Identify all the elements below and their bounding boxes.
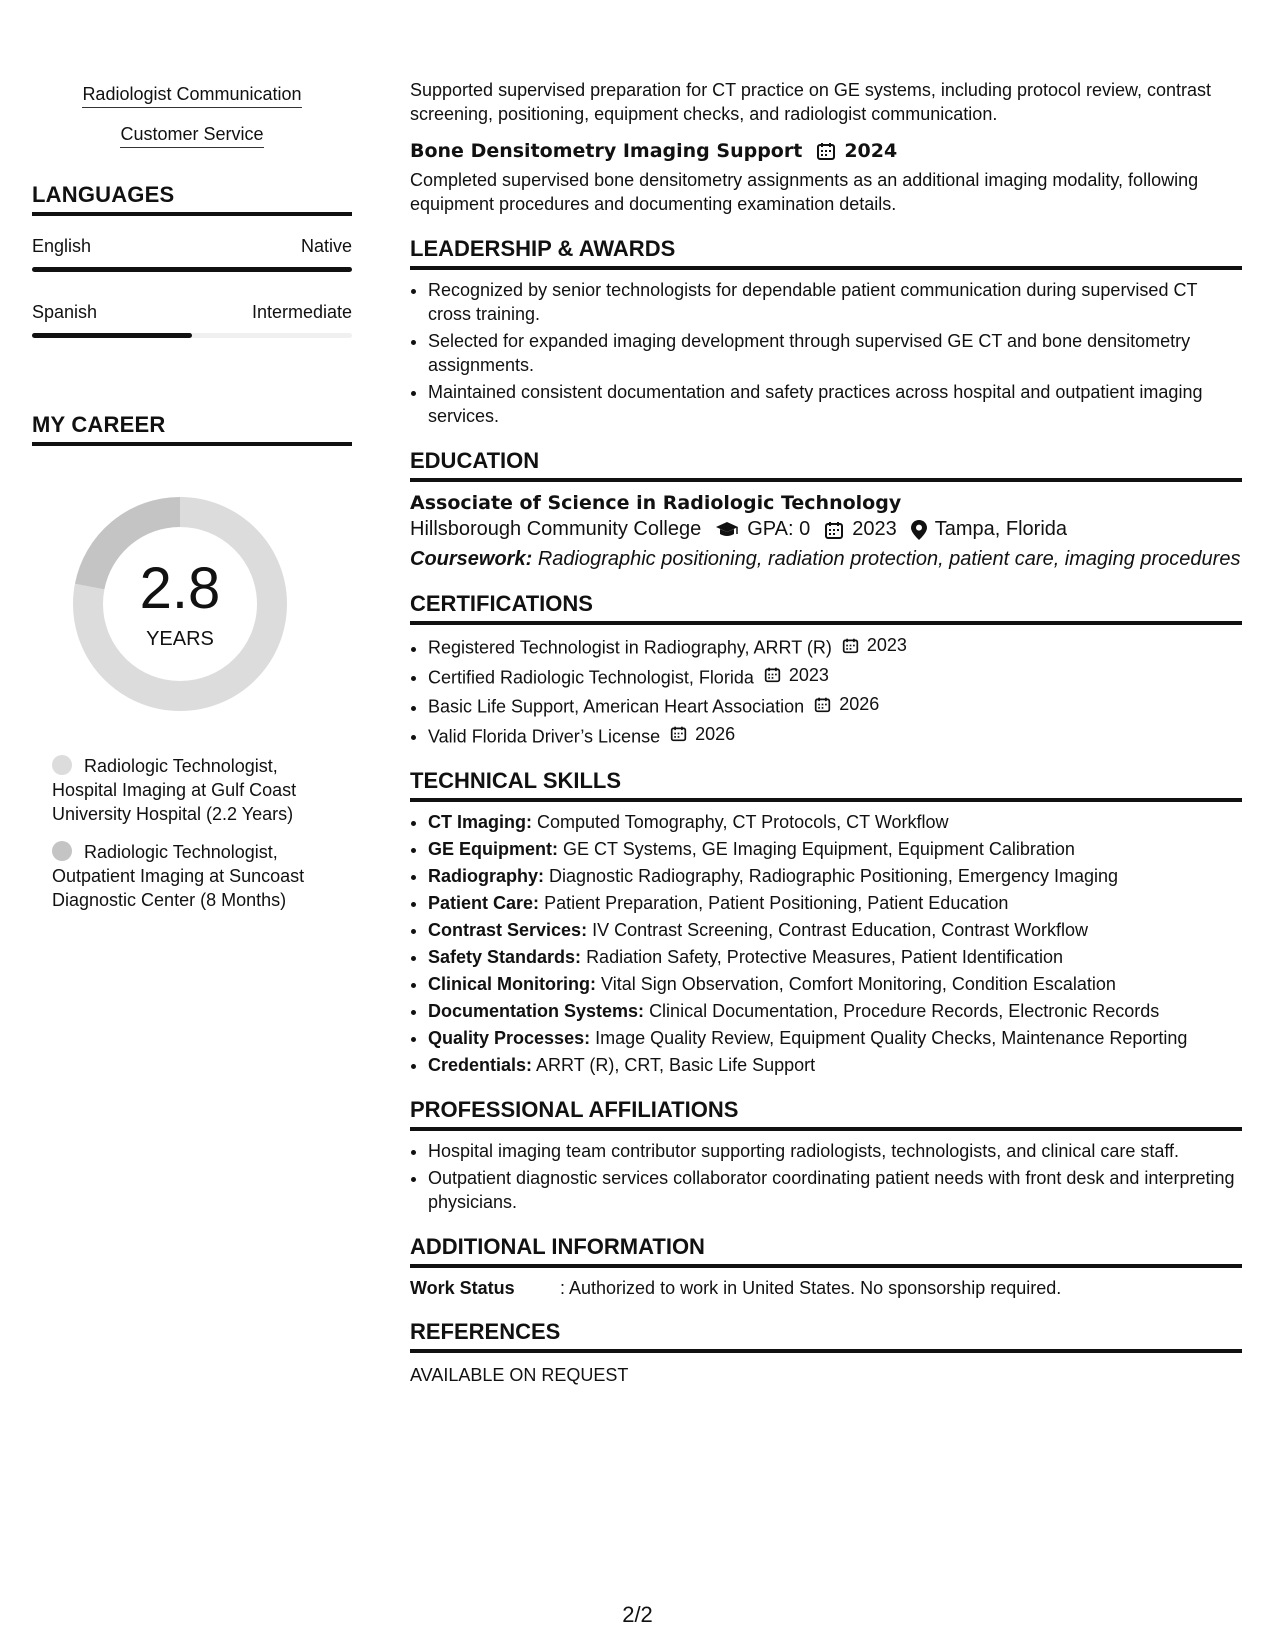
- list-item: • Recognized by senior technologists for dependable patient communication during supervised CT cross training.: [428, 278, 1242, 326]
- education-location: Tampa, Florida: [934, 518, 1068, 540]
- skill-item: • Credentials: ARRT (R), CRT, Basic Life Support: [428, 1053, 1242, 1077]
- skill-item: • CT Imaging: Computed Tomography, CT Protocols, CT Workflow: [428, 810, 1242, 834]
- skill-item: • Contrast Services: IV Contrast Screening, Contrast Education, Contrast Workflow: [428, 918, 1242, 942]
- certification-item: • Basic Life Support, American Heart Association 2026: [428, 692, 1242, 719]
- leadership-heading: LEADERSHIP & AWARDS: [410, 236, 1242, 270]
- technical-skills-heading: TECHNICAL SKILLS: [410, 768, 1242, 802]
- list-item: • Outpatient diagnostic services collaborator coordinating patient needs with front desk and interpreting physicians.: [428, 1166, 1242, 1214]
- project-year: 2024: [844, 140, 898, 162]
- education-details: [410, 518, 1242, 541]
- career-donut-chart: [66, 490, 294, 718]
- project-title: Bone Densitometry Imaging Support: [410, 140, 803, 162]
- work-status-label: Work Status: [410, 1278, 515, 1298]
- education-coursework: Coursework: Radiographic positioning, radiation protection, patient care, imaging procedures: [410, 548, 1241, 570]
- certification-item: • Certified Radiologic Technologist, Florida 2023: [428, 663, 1242, 690]
- certifications-heading: CERTIFICATIONS: [410, 591, 1242, 625]
- career-legend-item: Radiologic Technologist, Outpatient Imaging at Suncoast Diagnostic Center (8 Months): [52, 842, 305, 910]
- skill-tag: Radiologist Communication: [32, 84, 352, 108]
- calendar-icon: [814, 696, 831, 713]
- additional-info-heading: ADDITIONAL INFORMATION: [410, 1234, 1242, 1268]
- references-heading: REFERENCES: [410, 1319, 1242, 1353]
- calendar-icon: [824, 520, 844, 540]
- list-item: • Maintained consistent documentation and safety practices across hospital and outpatient imaging services.: [428, 380, 1242, 428]
- languages-heading: LANGUAGES: [32, 182, 352, 216]
- career-total-unit: YEARS: [146, 628, 214, 650]
- page-number: 2/2: [622, 1602, 653, 1627]
- skill-item: • Clinical Monitoring: Vital Sign Observation, Comfort Monitoring, Condition Escalation: [428, 972, 1242, 996]
- language-bar: [32, 333, 352, 338]
- language-bar-fill: [32, 267, 352, 272]
- graduation-cap-icon: [715, 521, 739, 539]
- skill-item: • Quality Processes: Image Quality Review, Equipment Quality Checks, Maintenance Reporting: [428, 1026, 1242, 1050]
- skill-item: • Documentation Systems: Clinical Documentation, Procedure Records, Electronic Records: [428, 999, 1242, 1023]
- references-text: AVAILABLE ON REQUEST: [410, 1365, 629, 1385]
- leadership-list: [410, 278, 1242, 428]
- career-legend-item: Radiologic Technologist, Hospital Imaging at Gulf Coast University Hospital (2.2 Years): [52, 756, 297, 824]
- calendar-icon: [764, 666, 781, 683]
- affiliations-list: [410, 1139, 1242, 1214]
- language-level: Intermediate: [251, 302, 352, 322]
- career-heading: MY CAREER: [32, 412, 352, 446]
- language-name: Spanish: [32, 302, 98, 322]
- calendar-icon: [816, 141, 836, 161]
- work-status-value: : Authorized to work in United States. No sponsorship required.: [560, 1278, 1062, 1298]
- legend-dot-icon: [52, 841, 72, 861]
- education-year: 2023: [852, 518, 897, 540]
- calendar-icon: [842, 637, 859, 654]
- skill-item: • Patient Care: Patient Preparation, Patient Positioning, Patient Education: [428, 891, 1242, 915]
- skill-item: • Radiography: Diagnostic Radiography, Radiographic Positioning, Emergency Imaging: [428, 864, 1242, 888]
- career-total-value: 2.8: [139, 556, 221, 621]
- legend-dot-icon: [52, 755, 72, 775]
- education-degree: Associate of Science in Radiologic Technology: [410, 492, 902, 514]
- certifications-list: [410, 633, 1242, 748]
- left-column: [32, 84, 352, 926]
- project-description: Completed supervised bone densitometry assignments as an additional imaging modality, following equipment procedures and documenting examination details.: [410, 170, 1199, 214]
- language-row: [32, 236, 352, 257]
- language-name: English: [32, 236, 92, 256]
- work-status-row: [410, 1278, 1242, 1299]
- skill-item: • GE Equipment: GE CT Systems, GE Imaging Equipment, Equipment Calibration: [428, 837, 1242, 861]
- affiliations-heading: PROFESSIONAL AFFILIATIONS: [410, 1097, 1242, 1131]
- calendar-icon: [670, 725, 687, 742]
- technical-skills-list: [410, 810, 1242, 1077]
- career-legend: [52, 754, 332, 912]
- experience-description: Supported supervised preparation for CT practice on GE systems, including protocol review, contrast screening, positioning, equipment checks, and radiologist communication.: [410, 80, 1212, 124]
- project-title-row: [410, 140, 1242, 162]
- education-heading: EDUCATION: [410, 448, 1242, 482]
- education-school: Hillsborough Community College: [410, 518, 702, 540]
- list-item: • Selected for expanded imaging development through supervised GE CT and bone densitometry assignments.: [428, 329, 1242, 377]
- language-bar-fill: [32, 333, 192, 338]
- language-row: [32, 302, 352, 323]
- location-pin-icon: [911, 520, 927, 540]
- list-item: • Hospital imaging team contributor supporting radiologists, technologists, and clinical care staff.: [428, 1139, 1242, 1163]
- languages-list: [32, 236, 352, 338]
- skill-item: • Safety Standards: Radiation Safety, Protective Measures, Patient Identification: [428, 945, 1242, 969]
- language-level: Native: [300, 236, 352, 256]
- certification-item: • Registered Technologist in Radiography, ARRT (R) 2023: [428, 633, 1242, 660]
- certification-item: • Valid Florida Driver’s License 2026: [428, 722, 1242, 749]
- skill-tag: Customer Service: [32, 124, 352, 148]
- education-gpa: GPA: 0: [747, 518, 811, 540]
- right-column: [410, 78, 1242, 1386]
- language-bar: [32, 267, 352, 272]
